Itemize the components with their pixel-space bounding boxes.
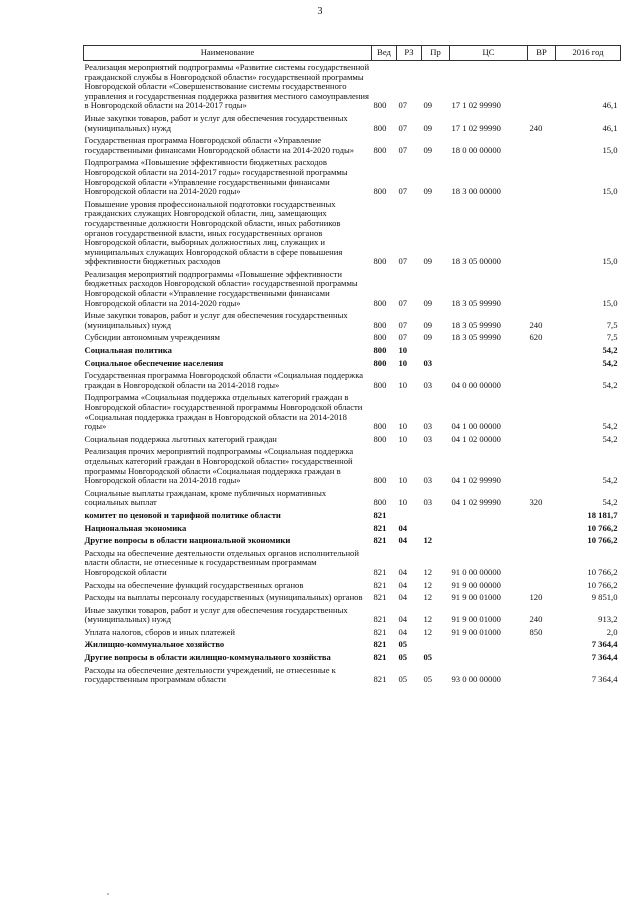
- budget-table: [83, 45, 621, 686]
- row-name: Уплата налогов, сборов и иных платежей: [84, 626, 236, 637]
- row-cs: 91 9 00 01000: [451, 614, 501, 625]
- table-row: [84, 445, 621, 486]
- row-rz: 10: [398, 421, 408, 432]
- row-vr: [528, 268, 556, 309]
- row-pr: 03: [423, 357, 433, 368]
- row-amount: 54,2: [602, 497, 618, 508]
- row-ved: 800: [373, 433, 387, 444]
- row-name: Реализация мероприятий подпрограммы «Развитие системы государственной гражданской службы в Новгородской области» государственной программы Новгородской области «Совершенствование системы государственного управления и государственная поддержка развития местного самоуправления в Новгородской области на 2014-2017 годы»: [84, 62, 370, 111]
- table-row: [84, 433, 621, 446]
- row-rz: 10: [398, 433, 408, 444]
- row-cs: 93 0 00 00000: [451, 674, 501, 685]
- row-pr: 09: [423, 297, 433, 308]
- row-cs: 18 3 05 99990: [451, 332, 501, 343]
- row-vr: [528, 579, 556, 592]
- row-ved: 821: [373, 674, 387, 685]
- row-cs: 18 3 00 00000: [451, 186, 501, 197]
- row-vr: [528, 156, 556, 197]
- table-row: [84, 309, 621, 331]
- row-amount: 7 364,4: [591, 674, 618, 685]
- table-row: [84, 268, 621, 309]
- row-ved: 821: [373, 535, 387, 546]
- row-cs: [450, 638, 528, 651]
- row-cs: 17 1 02 99990: [451, 100, 501, 111]
- header-pr: Пр: [422, 46, 450, 61]
- row-vr: [528, 664, 556, 686]
- row-ved: 800: [373, 332, 387, 343]
- row-name: Социальная политика: [84, 345, 172, 356]
- row-amount: 54,2: [602, 433, 618, 444]
- row-ved: 800: [373, 144, 387, 155]
- row-pr: 03: [423, 379, 433, 390]
- row-rz: 07: [398, 332, 408, 343]
- table-row: [84, 134, 621, 156]
- row-name: Иные закупки товаров, работ и услуг для обеспечения государственных (муниципальных) нужд: [84, 604, 348, 625]
- row-cs: [450, 534, 528, 547]
- row-pr: 12: [423, 592, 433, 603]
- table-row: [84, 198, 621, 268]
- row-amount: 54,2: [602, 379, 618, 390]
- row-cs: [450, 344, 528, 357]
- row-amount: 913,2: [598, 614, 618, 625]
- row-name: Субсидии автономным учреждениям: [84, 332, 220, 343]
- row-amount: 2,0: [606, 626, 618, 637]
- row-name: Реализация прочих мероприятий подпрограммы «Социальная поддержка отдельных категорий граждан в Новгородской области» государственной программы Новгородской области «Социальная поддержка граждан в Новгородской области на 2014-2018 годы»: [84, 446, 354, 486]
- row-ved: 800: [373, 186, 387, 197]
- row-name: Расходы на обеспечение деятельности отдельных органов исполнительной власти области, не отнесенные к государственным программам Новгородской области: [84, 547, 359, 577]
- table-row: [84, 664, 621, 686]
- row-amount: 10 766,2: [587, 566, 618, 577]
- table-row: [84, 579, 621, 592]
- row-name: Расходы на обеспечение функций государственных органов: [84, 579, 304, 590]
- row-ved: 821: [373, 592, 387, 603]
- table-row: [84, 638, 621, 651]
- row-pr: 12: [423, 626, 433, 637]
- row-rz: 05: [398, 639, 408, 650]
- page-number: 3: [317, 6, 323, 17]
- row-rz: 10: [398, 357, 408, 368]
- row-name: Подпрограмма «Повышение эффективности бюджетных расходов Новгородской области на 2014-2017 годы» государственной программы Новгородской области «Управление государственными финансами Новгородской области на 2014-2020 годы»: [84, 157, 348, 197]
- row-name: Иные закупки товаров, работ и услуг для обеспечения государственных (муниципальных) нужд: [84, 112, 348, 133]
- table-row: [84, 534, 621, 547]
- row-rz: 10: [398, 497, 408, 508]
- row-vr: [528, 344, 556, 357]
- row-pr: [422, 509, 450, 522]
- row-vr: [528, 198, 556, 268]
- row-pr: [422, 344, 450, 357]
- header-name: Наименование: [84, 46, 372, 61]
- row-pr: 05: [423, 674, 433, 685]
- row-pr: 09: [423, 332, 433, 343]
- table-row: [84, 344, 621, 357]
- row-rz: 07: [398, 297, 408, 308]
- table-row: [84, 369, 621, 391]
- row-pr: 03: [423, 433, 433, 444]
- row-vr: [528, 547, 556, 579]
- row-name: Социальные выплаты гражданам, кроме публичных нормативных социальных выплат: [84, 487, 327, 508]
- row-amount: 15,0: [602, 144, 618, 155]
- row-pr: 09: [423, 186, 433, 197]
- row-amount: 46,1: [602, 122, 618, 133]
- row-ved: 800: [373, 497, 387, 508]
- row-vr: 240: [529, 319, 543, 330]
- row-amount: 15,0: [602, 297, 618, 308]
- header-cs: ЦС: [450, 46, 528, 61]
- row-vr: 240: [529, 122, 543, 133]
- row-cs: 91 9 00 01000: [451, 592, 501, 603]
- row-pr: 12: [423, 566, 433, 577]
- row-rz: 07: [398, 144, 408, 155]
- row-cs: 04 0 00 00000: [451, 379, 501, 390]
- table-row: [84, 522, 621, 535]
- row-amount: 7 364,4: [591, 639, 618, 650]
- row-rz: 07: [398, 122, 408, 133]
- row-rz: 10: [398, 379, 408, 390]
- row-ved: 821: [373, 652, 387, 663]
- row-name: Социальная поддержка льготных категорий граждан: [84, 433, 277, 444]
- row-vr: [528, 651, 556, 664]
- row-cs: 04 1 00 00000: [451, 421, 501, 432]
- row-cs: 18 3 05 00000: [451, 256, 501, 267]
- row-pr: 03: [423, 497, 433, 508]
- row-name: Реализация мероприятий подпрограммы «Повышение эффективности бюджетных расходов Новгородской области» государственной программы Новгородской области «Управление государственными финансами Новгородской области на 2014-2020 годы»: [84, 268, 358, 308]
- row-cs: 91 9 00 01000: [451, 626, 501, 637]
- row-amount: 10 766,2: [587, 522, 618, 533]
- row-amount: 18 181,7: [587, 509, 618, 520]
- row-ved: 800: [373, 357, 387, 368]
- row-name: Другие вопросы в области жилищно-коммунального хозяйства: [84, 652, 331, 663]
- row-vr: [528, 445, 556, 486]
- row-pr: [422, 638, 450, 651]
- row-ved: 800: [373, 122, 387, 133]
- header-rz: РЗ: [397, 46, 422, 61]
- row-amount: 7 364,4: [591, 652, 618, 663]
- row-vr: 240: [529, 614, 543, 625]
- row-cs: [450, 522, 528, 535]
- row-ved: 800: [373, 297, 387, 308]
- row-name: Иные закупки товаров, работ и услуг для обеспечения государственных (муниципальных) нужд: [84, 310, 348, 330]
- row-vr: [528, 357, 556, 370]
- row-pr: 09: [423, 256, 433, 267]
- row-vr: [528, 391, 556, 432]
- row-amount: 9 851,0: [591, 592, 618, 603]
- row-rz: 10: [398, 345, 408, 356]
- row-name: Другие вопросы в области национальной экономики: [84, 535, 291, 546]
- table-row: [84, 509, 621, 522]
- row-amount: 46,1: [602, 100, 618, 111]
- row-name: Жилищно-коммунальное хозяйство: [84, 639, 225, 650]
- table-row: [84, 112, 621, 134]
- row-pr: 09: [423, 144, 433, 155]
- table-row: [84, 547, 621, 579]
- table-row: [84, 626, 621, 639]
- row-ved: 800: [373, 475, 387, 486]
- row-rz: 07: [398, 100, 408, 111]
- row-vr: 850: [529, 626, 543, 637]
- row-ved: 800: [373, 421, 387, 432]
- row-cs: 18 3 05 99990: [451, 319, 501, 330]
- row-cs: 04 1 02 99990: [451, 497, 501, 508]
- row-pr: 12: [423, 614, 433, 625]
- row-amount: 54,2: [602, 357, 618, 368]
- row-cs: 91 9 00 00000: [451, 579, 501, 590]
- row-vr: [528, 61, 556, 112]
- row-ved: 821: [373, 639, 387, 650]
- row-cs: 18 3 05 99990: [451, 297, 501, 308]
- row-name: комитет по ценовой и тарифной политике области: [84, 509, 281, 520]
- row-rz: 04: [398, 614, 408, 625]
- table-row: [84, 357, 621, 370]
- row-amount: 10 766,2: [587, 579, 618, 590]
- row-ved: 800: [373, 100, 387, 111]
- row-rz: 04: [398, 535, 408, 546]
- row-pr: 12: [423, 579, 433, 590]
- row-cs: 17 1 02 99990: [451, 122, 501, 133]
- row-pr: [422, 522, 450, 535]
- header-ved: Вед: [372, 46, 397, 61]
- row-ved: 800: [373, 256, 387, 267]
- row-vr: [528, 134, 556, 156]
- row-rz: 04: [398, 626, 408, 637]
- row-vr: [528, 522, 556, 535]
- table-row: [84, 391, 621, 432]
- row-name: Социальное обеспечение населения: [84, 357, 224, 368]
- table-row: [84, 331, 621, 344]
- row-pr: 03: [423, 475, 433, 486]
- row-cs: 18 0 00 00000: [451, 144, 501, 155]
- row-cs: [450, 357, 528, 370]
- row-vr: 320: [529, 497, 543, 508]
- row-rz: 04: [398, 566, 408, 577]
- row-cs: [450, 509, 528, 522]
- row-ved: 800: [373, 379, 387, 390]
- row-name: Повышение уровня профессиональной подготовки государственных гражданских служащих Новгородской области, лиц, замещающих государственные должности Новгородской области, иных работников органов государственной власти, иных государственных органов Новгородской области, выборных должностных лиц, служащих и муниципальных служащих Новгородской области в сфере повышения эффективности бюджетных расходов: [84, 198, 343, 267]
- row-rz: 05: [398, 674, 408, 685]
- row-ved: 821: [373, 566, 387, 577]
- row-name: Национальная экономика: [84, 522, 187, 533]
- row-name: Государственная программа Новгородской области «Социальная поддержка граждан в Новгородской области на 2014-2018 годы»: [84, 370, 364, 390]
- row-vr: 620: [529, 332, 543, 343]
- row-amount: 15,0: [602, 186, 618, 197]
- row-name: Расходы на обеспечение деятельности учреждений, не отнесенные к государственным программам области: [84, 664, 336, 685]
- row-vr: [528, 369, 556, 391]
- row-vr: [528, 638, 556, 651]
- row-cs: 04 1 02 99990: [451, 475, 501, 486]
- row-ved: 821: [373, 509, 387, 520]
- row-rz: 10: [398, 475, 408, 486]
- row-ved: 800: [373, 319, 387, 330]
- row-ved: 821: [373, 522, 387, 533]
- row-cs: 91 0 00 00000: [451, 566, 501, 577]
- row-ved: 821: [373, 614, 387, 625]
- row-name: Государственная программа Новгородской области «Управление государственными финансами Новгородской области на 2014-2020 годы»: [84, 135, 355, 155]
- header-year: 2016 год: [556, 46, 621, 61]
- header-vr: ВР: [528, 46, 556, 61]
- table-row: [84, 61, 621, 112]
- row-vr: [528, 433, 556, 446]
- row-vr: [528, 534, 556, 547]
- row-name: Подпрограмма «Социальная поддержка отдельных категорий граждан в Новгородской области» государственной программы Новгородской области «Социальная поддержка граждан в Новгородской области на 2014-2018 годы»: [84, 392, 363, 432]
- row-name: Расходы на выплаты персоналу государственных (муниципальных) органов: [84, 592, 363, 603]
- row-amount: 7,5: [606, 332, 618, 343]
- row-amount: 54,2: [602, 421, 618, 432]
- row-rz: 04: [398, 522, 408, 533]
- scan-artifact: [107, 893, 109, 895]
- row-amount: 54,2: [602, 345, 618, 356]
- row-cs: [450, 651, 528, 664]
- row-rz: [397, 509, 422, 522]
- row-cs: 04 1 02 00000: [451, 433, 501, 444]
- row-amount: 15,0: [602, 256, 618, 267]
- table-row: [84, 487, 621, 509]
- table-row: [84, 156, 621, 197]
- row-vr: [528, 509, 556, 522]
- row-amount: 7,5: [606, 319, 618, 330]
- table-row: [84, 604, 621, 626]
- row-ved: 821: [373, 579, 387, 590]
- row-ved: 800: [373, 345, 387, 356]
- row-rz: 07: [398, 319, 408, 330]
- row-rz: 04: [398, 592, 408, 603]
- row-amount: 10 766,2: [587, 535, 618, 546]
- row-vr: 120: [529, 592, 543, 603]
- row-rz: 07: [398, 256, 408, 267]
- row-ved: 821: [373, 626, 387, 637]
- row-pr: 03: [423, 421, 433, 432]
- row-rz: 07: [398, 186, 408, 197]
- row-amount: 54,2: [602, 475, 618, 486]
- row-pr: 05: [423, 652, 433, 663]
- row-pr: 09: [423, 122, 433, 133]
- table-row: [84, 591, 621, 604]
- table-row: [84, 651, 621, 664]
- row-pr: 12: [423, 535, 433, 546]
- table-header-row: [84, 46, 621, 61]
- row-pr: 09: [423, 100, 433, 111]
- row-rz: 05: [398, 652, 408, 663]
- row-rz: 04: [398, 579, 408, 590]
- row-pr: 09: [423, 319, 433, 330]
